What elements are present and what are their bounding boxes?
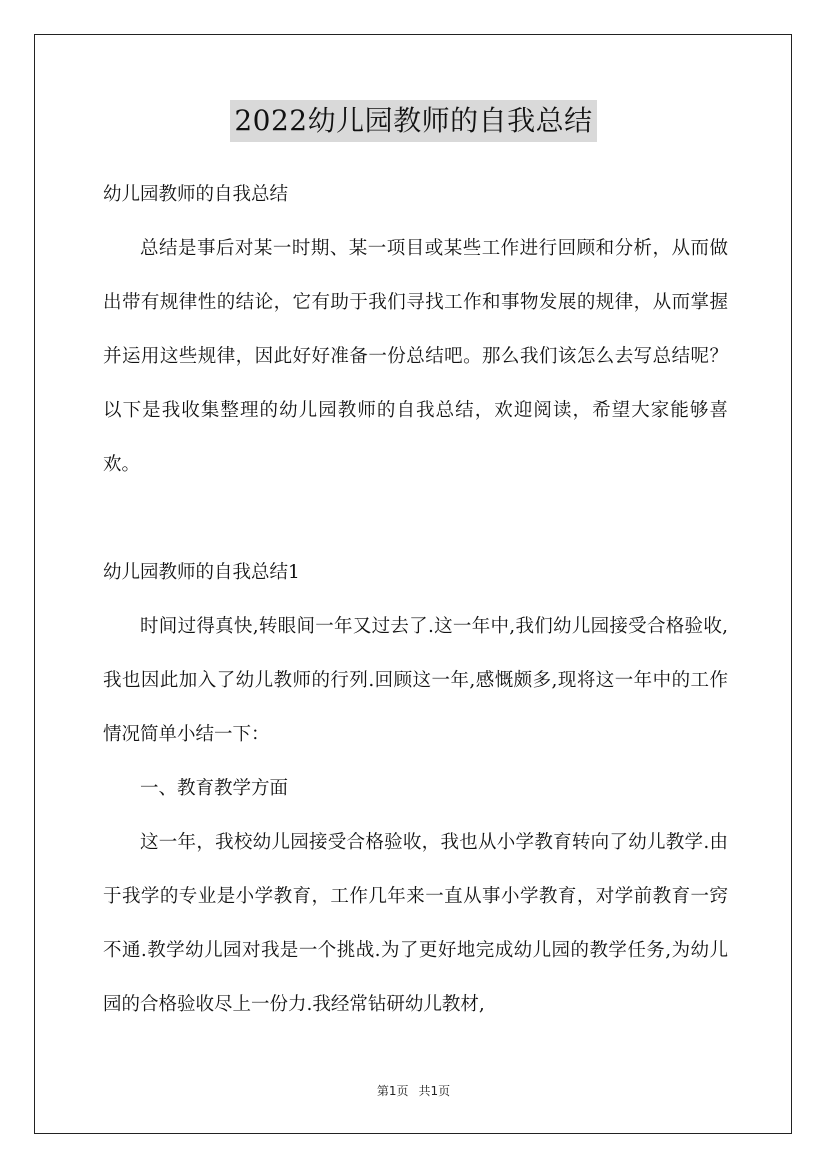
title-container	[0, 100, 827, 142]
document-title: 2022幼儿园教师的自我总结	[230, 100, 596, 142]
intro-paragraph: 总结是事后对某一时期、某一项目或某些工作进行回顾和分析，从而做出带有规律性的结论，它有助于我们寻找工作和事物发展的规律，从而掌握并运用这些规律，因此好好准备一份总结吧。那么我们该怎么去写总结呢？以下是我收集整理的幼儿园教师的自我总结，欢迎阅读，希望大家能够喜欢。	[103, 238, 728, 475]
page-footer	[0, 1081, 827, 1101]
page-total: 共1页	[418, 1084, 451, 1098]
page-number: 第1页	[376, 1084, 409, 1098]
section-1-paragraph-2: 这一年，我校幼儿园接受合格验收，我也从小学教育转向了幼儿教学.由于我学的专业是小学教育，工作几年来一直从事小学教育，对学前教育一窍不通.教学幼儿园对我是一个挑战.为了更好地完成幼儿园的教学任务,为幼儿园的合格验收尽上一份力.我经常钻研幼儿教材,	[103, 832, 728, 1015]
document-body	[103, 168, 728, 1032]
section-1-heading: 幼儿园教师的自我总结1	[103, 562, 300, 583]
subheading-teaching: 一、教育教学方面	[140, 778, 289, 799]
section-1-paragraph-1: 时间过得真快,转眼间一年又过去了.这一年中,我们幼儿园接受合格验收,我也因此加入了幼儿教师的行列.回顾这一年,感慨颇多,现将这一年中的工作情况简单小结一下：	[103, 616, 728, 745]
document-subtitle: 幼儿园教师的自我总结	[103, 184, 289, 205]
